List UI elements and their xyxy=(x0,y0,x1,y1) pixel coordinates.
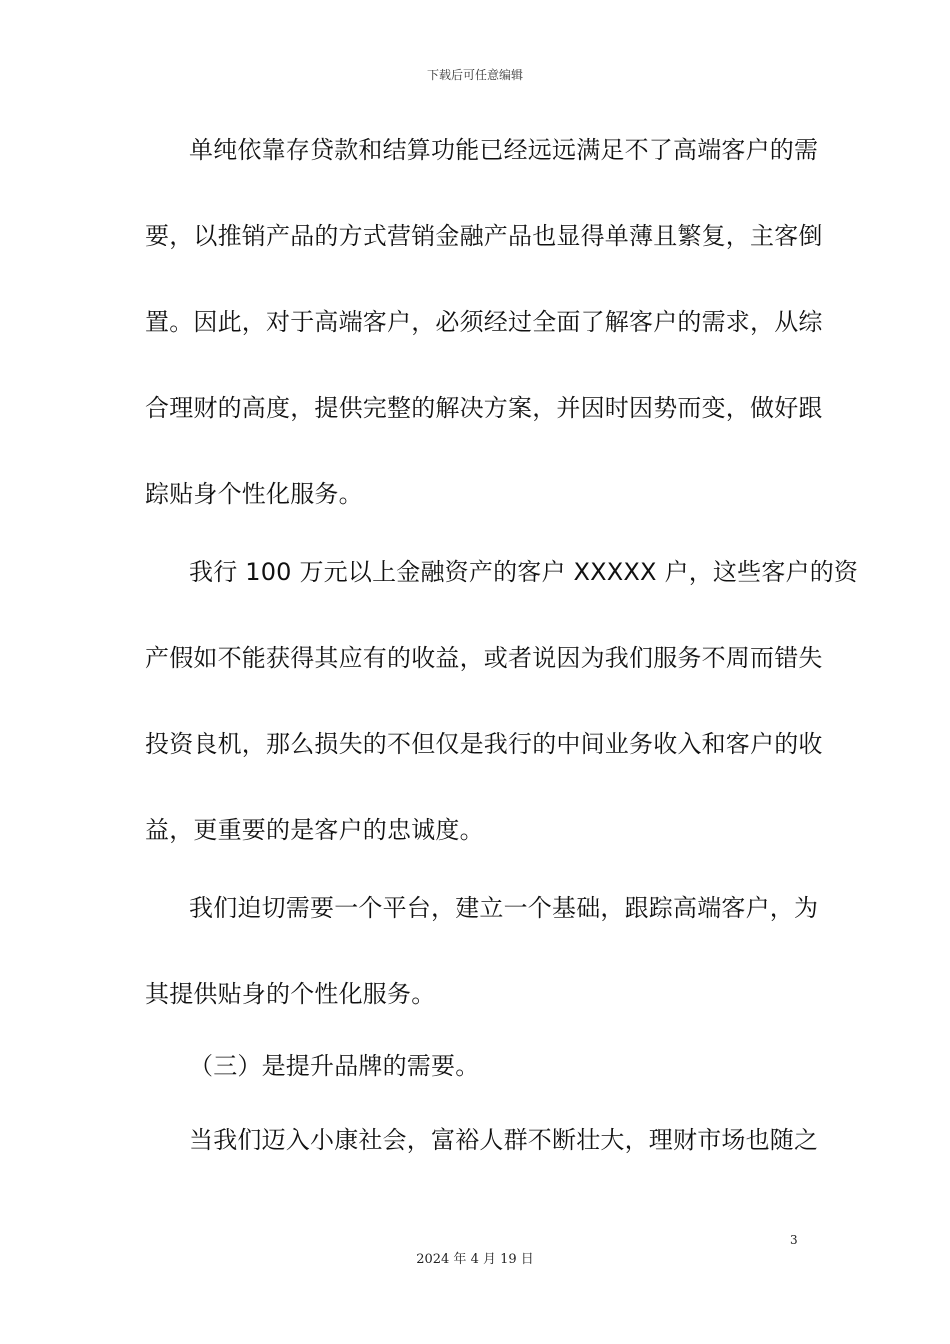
paragraph-line: 我行 100 万元以上金融资产的客户 XXXXX 户，这些客户的资 xyxy=(189,558,859,586)
paragraph-line: 益，更重要的是客户的忠诚度。 xyxy=(145,816,484,844)
paragraph-line: 要，以推销产品的方式营销金融产品也显得单薄且繁复，主客倒 xyxy=(145,222,823,250)
page-number: 3 xyxy=(790,1233,798,1247)
section-heading: （三）是提升品牌的需要。 xyxy=(189,1052,480,1080)
paragraph-line: 置。因此，对于高端客户，必须经过全面了解客户的需求，从综 xyxy=(145,308,823,336)
paragraph-line: 当我们迈入小康社会，富裕人群不断壮大，理财市场也随之 xyxy=(189,1126,819,1154)
paragraph-line: 其提供贴身的个性化服务。 xyxy=(145,980,436,1008)
paragraph-line: 合理财的高度，提供完整的解决方案，并因时因势而变，做好跟 xyxy=(145,394,823,422)
paragraph-line: 我们迫切需要一个平台，建立一个基础，跟踪高端客户，为 xyxy=(189,894,819,922)
paragraph-line: 单纯依靠存贷款和结算功能已经远远满足不了高端客户的需 xyxy=(189,136,819,164)
page-footer-date: 2024 年 4 月 19 日 xyxy=(416,1252,534,1267)
paragraph-line: 投资良机，那么损失的不但仅是我行的中间业务收入和客户的收 xyxy=(145,730,823,758)
page-header: 下载后可任意编辑 xyxy=(426,68,523,82)
paragraph-line: 产假如不能获得其应有的收益，或者说因为我们服务不周而错失 xyxy=(145,644,823,672)
paragraph-line: 踪贴身个性化服务。 xyxy=(145,480,363,508)
